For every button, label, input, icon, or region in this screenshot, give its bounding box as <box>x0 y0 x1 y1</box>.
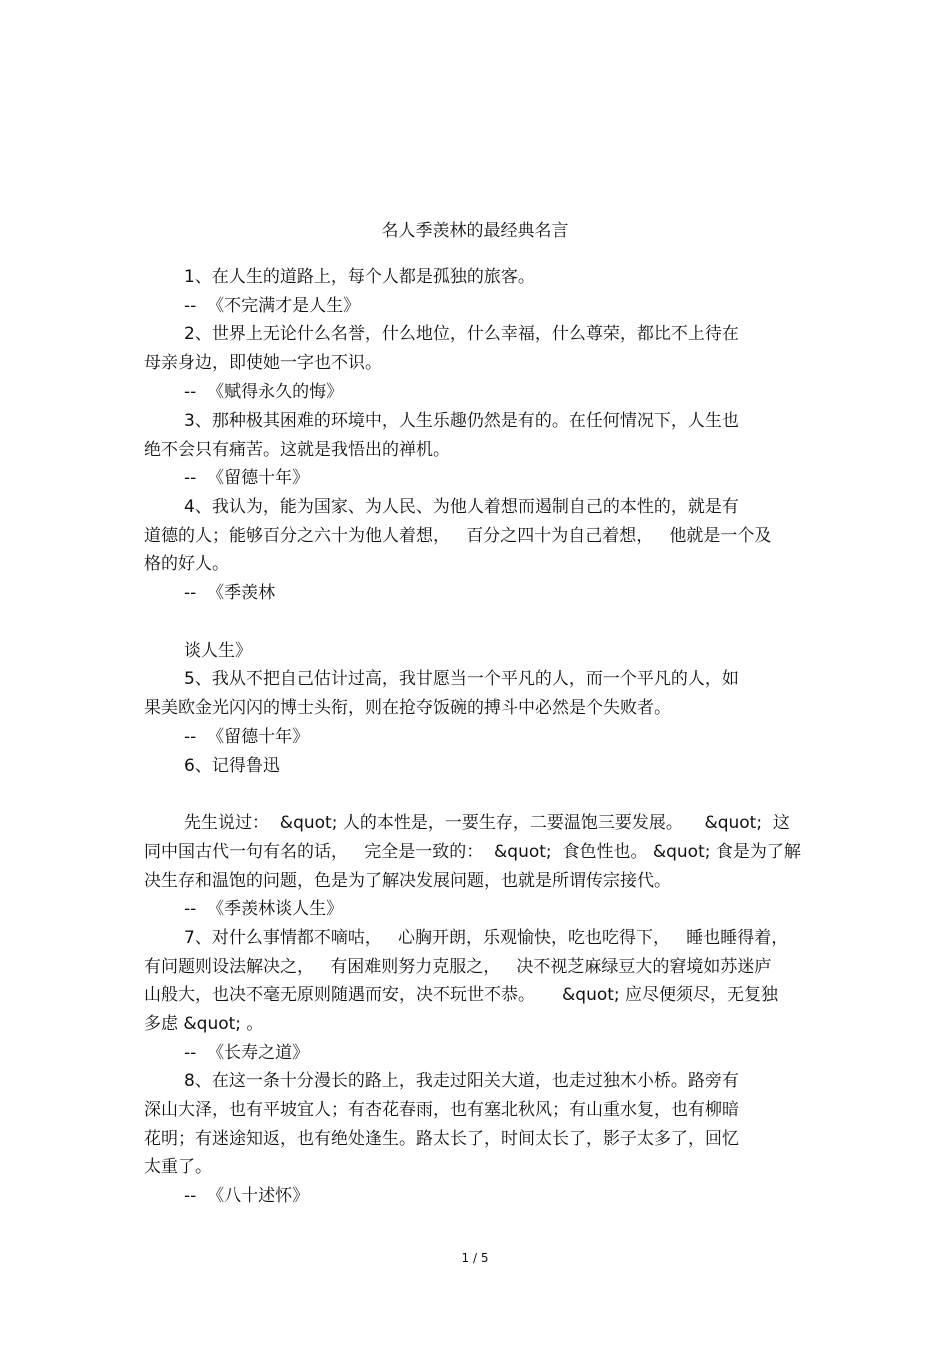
quote-4-source-line-1: -- 《季羡林 <box>184 583 276 603</box>
quote-5-text-line-1: 5、我从不把自己估计过高，我甘愿当一个平凡的人，而一个平凡的人，如 <box>184 669 739 689</box>
quote-8-text-line-1: 8、在这一条十分漫长的路上，我走过阳关大道，也走过独木小桥。路旁有 <box>184 1071 739 1091</box>
quote-5-source: -- 《留德十年》 <box>184 727 310 747</box>
quote-6-text-line-1: 6、记得鲁迅 <box>184 756 280 776</box>
quote-4-text-line-1: 4、我认为，能为国家、为人民、为他人着想而遏制自己的本性的，就是有 <box>184 497 739 517</box>
quote-3-text-line-2: 绝不会只有痛苦。这就是我悟出的禅机。 <box>144 440 450 460</box>
quote-2-text-line-1: 2、世界上无论什么名誉，什么地位，什么幸福，什么尊荣，都比不上待在 <box>184 324 739 344</box>
quote-1-source: -- 《不完满才是人生》 <box>184 296 361 316</box>
quote-5-text-line-2: 果美欧金光闪闪的博士头衔，则在抢夺饭碗的搏斗中必然是个失败者。 <box>144 698 671 718</box>
quote-7-text-line-4: 多虑 &quot; 。 <box>144 1014 264 1034</box>
quote-2-source: -- 《赋得永久的悔》 <box>184 382 344 402</box>
quote-6-text-line-3: 同中国古代一句有名的话， 完全是一致的： &quot; 食色性也。 &quot; 食是为了解 <box>144 842 801 862</box>
quote-4-source-line-2: 谈人生》 <box>184 641 252 661</box>
quote-8-text-line-4: 太重了。 <box>144 1157 212 1177</box>
page-number: 1 / 5 <box>461 1251 489 1265</box>
page-title: 名人季羡林的最经典名言 <box>381 221 569 241</box>
quote-4-text-line-3: 格的好人。 <box>144 554 229 574</box>
quote-8-source: -- 《八十述怀》 <box>184 1186 310 1206</box>
quote-2-text-line-2: 母亲身边，即使她一字也不识。 <box>144 353 382 373</box>
quote-6-text-line-4: 决生存和温饱的问题，色是为了解决发展问题，也就是所谓传宗接代。 <box>144 871 671 891</box>
quote-3-text-line-1: 3、那种极其困难的环境中，人生乐趣仍然是有的。在任何情况下，人生也 <box>184 411 739 431</box>
quote-7-text-line-3: 山般大，也决不毫无原则随遇而安，决不玩世不恭。 &quot; 应尽便须尽，无复独 <box>144 985 779 1005</box>
quote-7-text-line-2: 有问题则设法解决之， 有困难则努力克服之， 决不视芝麻绿豆大的窘境如苏迷庐 <box>144 957 772 977</box>
quote-1-text: 1、在人生的道路上，每个人都是孤独的旅客。 <box>184 267 535 287</box>
quote-6-text-line-2: 先生说过： &quot; 人的本性是，一要生存，二要温饱三要发展。 &quot; 这 <box>184 813 790 833</box>
quote-4-text-line-2: 道德的人；能够百分之六十为他人着想， 百分之四十为自己着想， 他就是一个及 <box>144 526 772 546</box>
quote-6-source: -- 《季羡林谈人生》 <box>184 899 344 919</box>
quote-8-text-line-3: 花明；有迷途知返，也有绝处逢生。路太长了，时间太长了，影子太多了，回忆 <box>144 1129 739 1149</box>
quote-7-text-line-1: 7、对什么事情都不嘀咕， 心胸开朗，乐观愉快，吃也吃得下， 睡也睡得着， <box>184 928 789 948</box>
quote-7-source: -- 《长寿之道》 <box>184 1043 310 1063</box>
quote-3-source: -- 《留德十年》 <box>184 468 310 488</box>
quote-8-text-line-2: 深山大泽，也有平坡宜人；有杏花春雨，也有塞北秋风；有山重水复，也有柳暗 <box>144 1100 739 1120</box>
